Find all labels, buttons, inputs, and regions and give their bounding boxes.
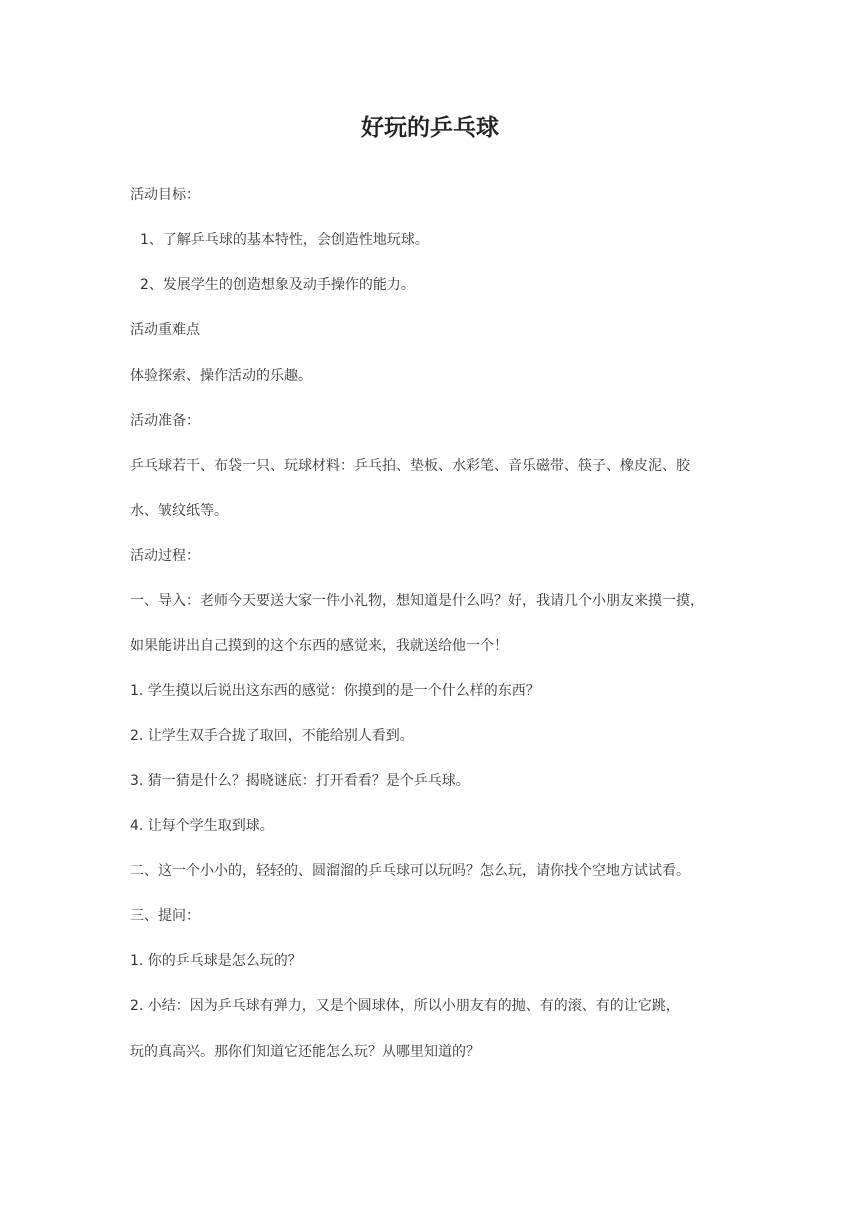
- section-heading-key-points: 活动重难点: [130, 322, 200, 338]
- section-heading-process: 活动过程：: [130, 548, 200, 564]
- process-step-2: 2. 让学生双手合拢了取回，不能给别人看到。: [130, 728, 414, 744]
- process-intro-line-2: 如果能讲出自己摸到的这个东西的感觉来，我就送给他一个！: [130, 638, 508, 654]
- summary-line-2: 玩的真高兴。那你们知道它还能怎么玩？从哪里知道的？: [130, 1044, 480, 1060]
- process-part-3-heading: 三、提问：: [130, 908, 200, 924]
- question-item-1: 1. 你的乒乓球是怎么玩的？: [130, 953, 302, 969]
- goal-item-2: 2、发展学生的创造想象及动手操作的能力。: [140, 277, 415, 293]
- key-points-text: 体验探索、操作活动的乐趣。: [130, 368, 312, 384]
- goal-item-1: 1、了解乒乓球的基本特性，会创造性地玩球。: [140, 232, 429, 248]
- preparation-text-line-2: 水、皱纹纸等。: [130, 503, 228, 519]
- process-step-3: 3. 猜一猜是什么？揭晓谜底：打开看看？是个乒乓球。: [130, 773, 470, 789]
- process-part-2: 二、这一个小小的，轻轻的、圆溜溜的乒乓球可以玩吗？怎么玩，请你找个空地方试试看。: [130, 863, 690, 879]
- process-step-4: 4. 让每个学生取到球。: [130, 818, 274, 834]
- preparation-text-line-1: 乒乓球若干、布袋一只、玩球材料：乒乓拍、垫板、水彩笔、音乐磁带、筷子、橡皮泥、胶: [130, 458, 690, 474]
- section-heading-goals: 活动目标：: [130, 187, 200, 203]
- document-title: 好玩的乒乓球: [361, 115, 499, 141]
- section-heading-preparation: 活动准备：: [130, 413, 200, 429]
- process-step-1: 1. 学生摸以后说出这东西的感觉：你摸到的是一个什么样的东西？: [130, 683, 540, 699]
- summary-line-1: 2. 小结：因为乒乓球有弹力，又是个圆球体，所以小朋友有的抛、有的滚、有的让它跳，: [130, 998, 680, 1014]
- process-intro-line-1: 一、导入：老师今天要送大家一件小礼物，想知道是什么吗？好，我请几个小朋友来摸一摸，: [130, 593, 704, 609]
